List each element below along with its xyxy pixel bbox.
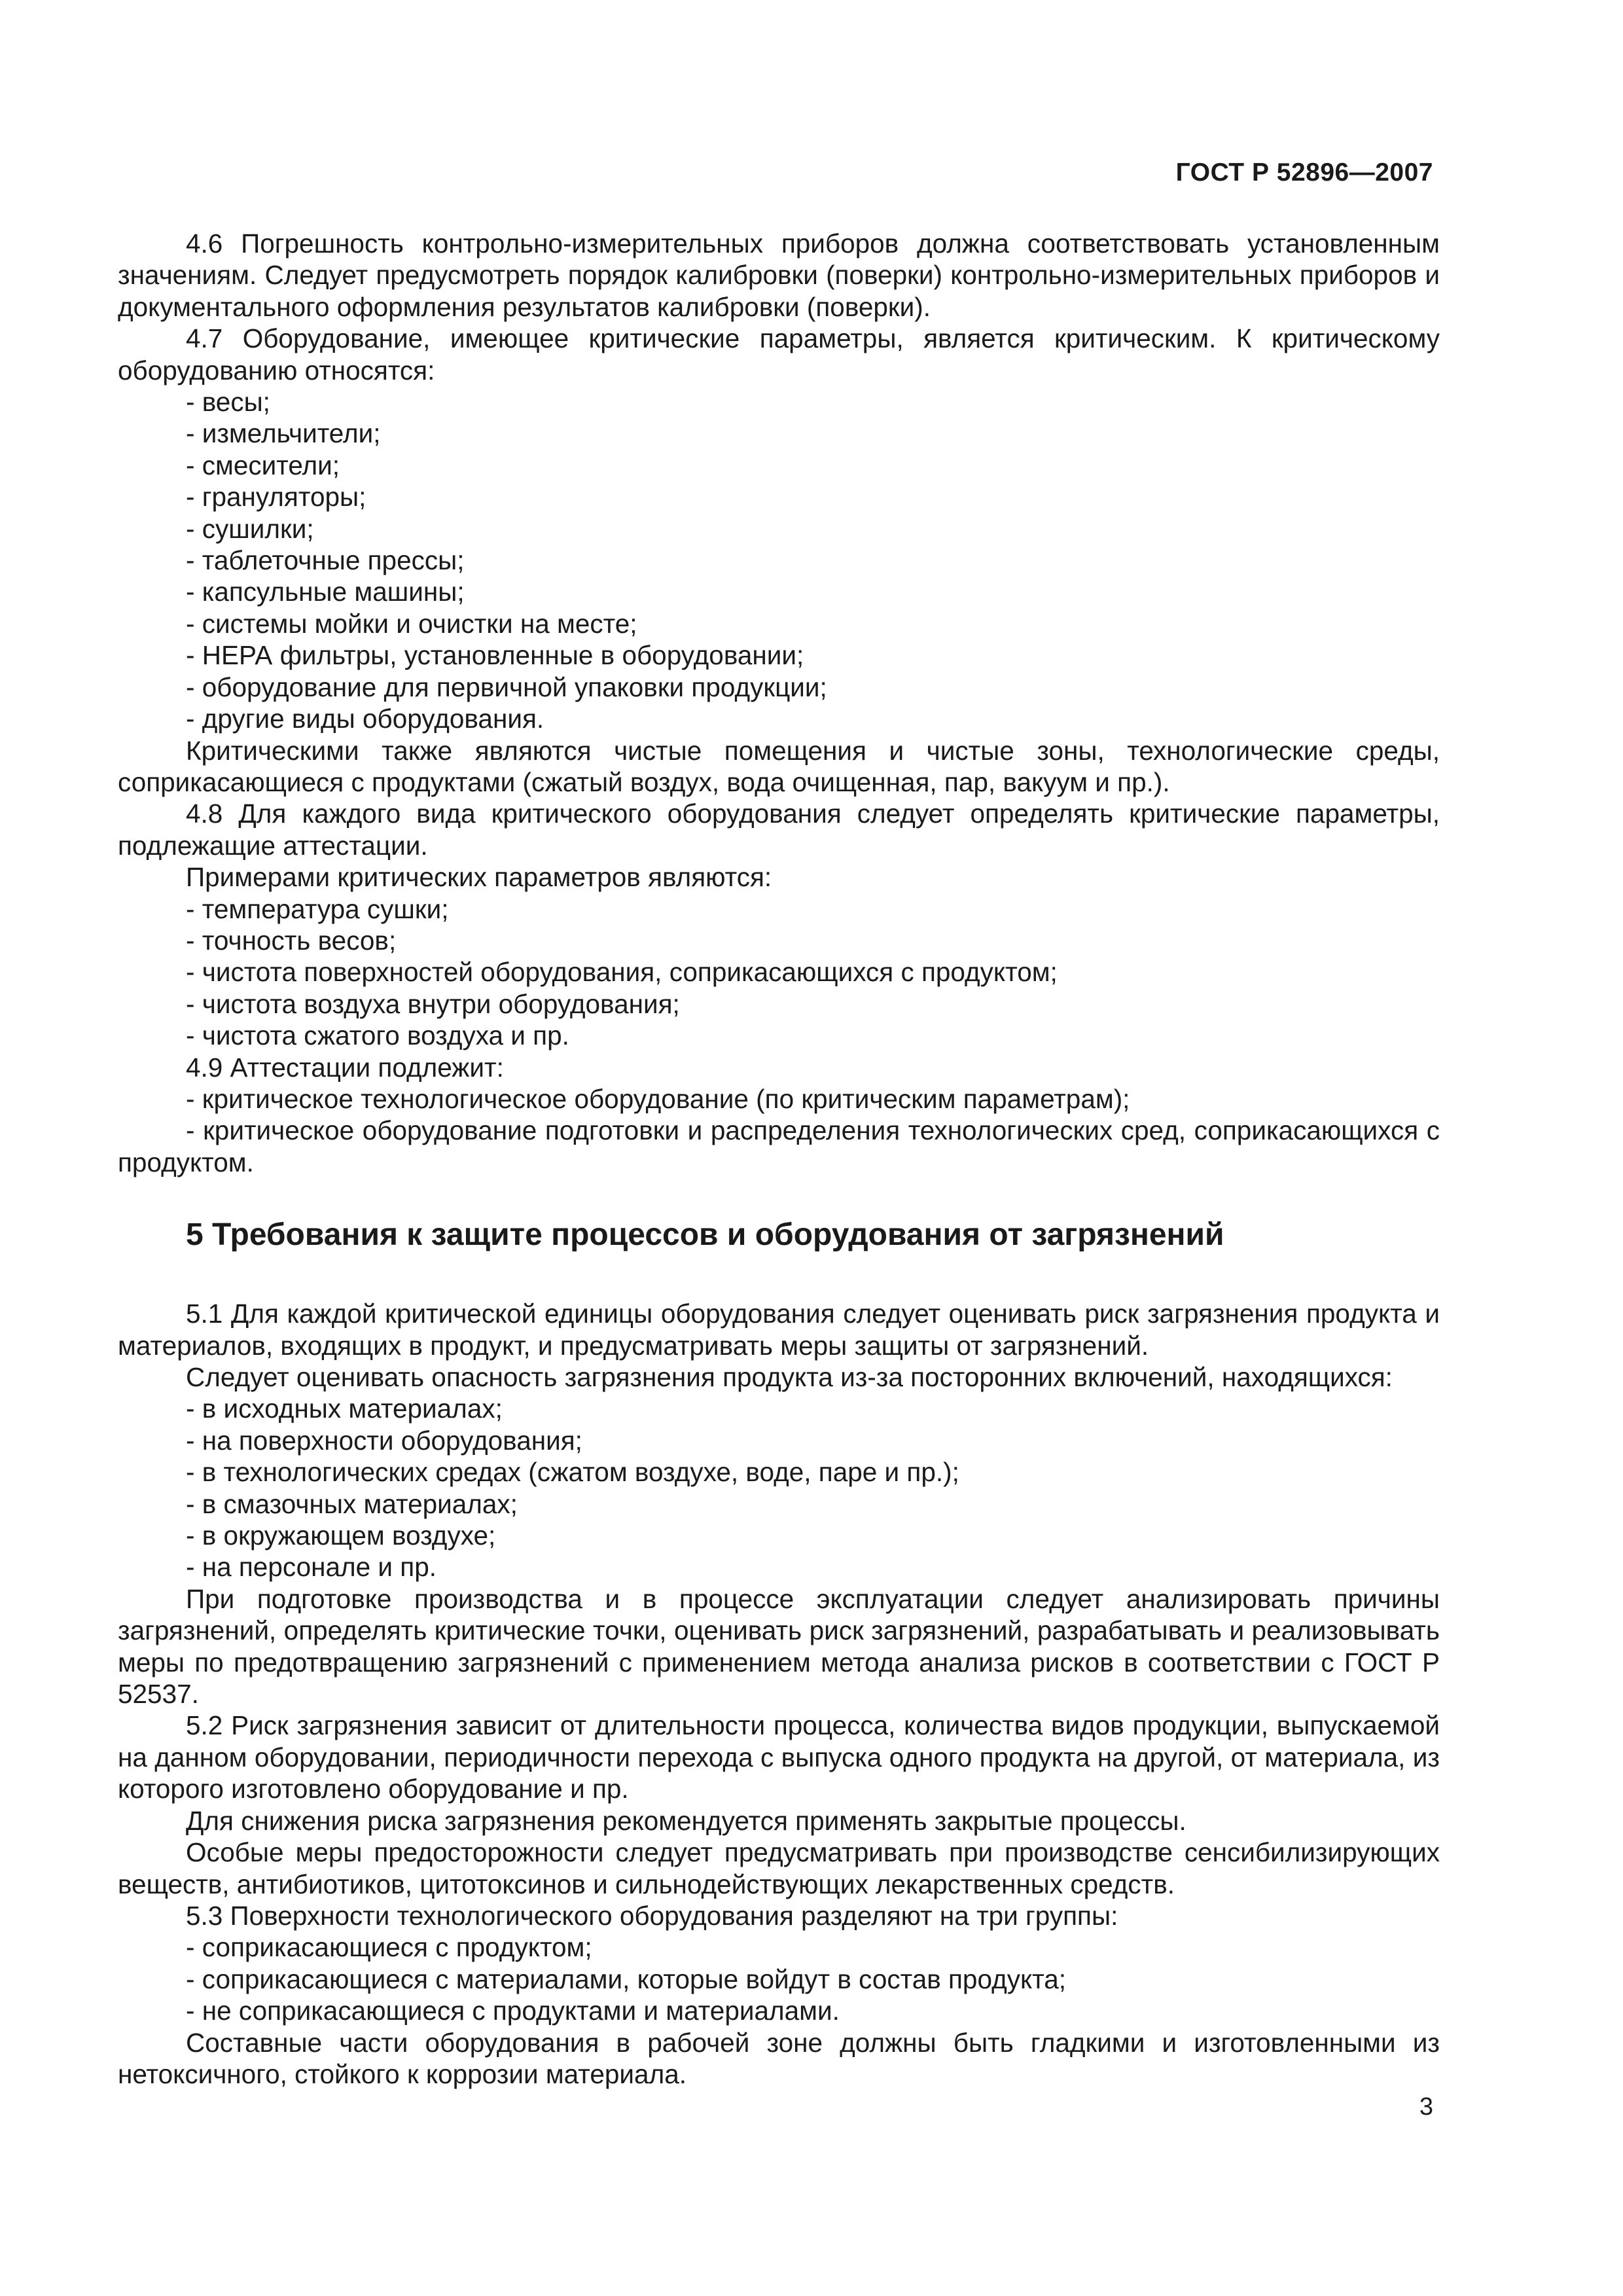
paragraph-4-6: 4.6 Погрешность контрольно-измерительных приборов должна соответствовать установленным значениям. Следует предусмотреть порядок калибровки (поверки) контрольно-измерительных приборов и документального оформления результатов калибровки (поверки). xyxy=(118,228,1440,322)
list-item: - соприкасающиеся с продуктом; xyxy=(186,1932,592,1963)
list-item: - соприкасающиеся с материалами, которые войдут в состав продукта; xyxy=(186,1964,1067,1994)
list-item: - в окружающем воздухе; xyxy=(186,1520,496,1551)
list-item: - критическое технологическое оборудование (по критическим параметрам); xyxy=(186,1083,1130,1114)
list-item: - капсульные машины; xyxy=(186,577,465,607)
list-item: - грануляторы; xyxy=(186,482,366,512)
paragraph-4-9: 4.9 Аттестации подлежит: xyxy=(186,1052,504,1083)
paragraph-components: Составные части оборудования в рабочей зоне должны быть гладкими и изготовленными из нетоксичного, стойкого к коррозии материала. xyxy=(118,2027,1440,2089)
list-item: - в смазочных материалах; xyxy=(186,1488,518,1519)
list-item: - на поверхности оборудования; xyxy=(186,1425,582,1456)
critical-parameters-list xyxy=(118,893,1440,1052)
paragraph-4-8: 4.8 Для каждого вида критического оборудования следует определять критические параметры, подлежащие аттестации. xyxy=(118,798,1440,861)
list-item: - измельчители; xyxy=(186,418,381,449)
list-item: - оборудование для первичной упаковки продукции; xyxy=(186,672,827,702)
contamination-sources-list xyxy=(118,1393,1440,1583)
paragraph-analysis: При подготовке производства и в процессе эксплуатации следует анализировать причины загрязнений, определять критические точки, оценивать риск загрязнений, разрабатывать и реализовывать меры по предотвращению загрязнений с применением метода анализа рисков в соответствии с ГОСТ Р 52537. xyxy=(118,1583,1440,1710)
list-item: - чистота сжатого воздуха и пр. xyxy=(186,1020,569,1051)
list-item: - в исходных материалах; xyxy=(186,1393,503,1424)
list-item-wrapped: - критическое оборудование подготовки и распределения технологических сред, соприкасающихся с продуктом. xyxy=(118,1115,1440,1177)
paragraph-contamination: Следует оценивать опасность загрязнения продукта из-за посторонних включений, находящихся: xyxy=(186,1362,1393,1392)
list-item: - чистота поверхностей оборудования, соприкасающихся с продуктом; xyxy=(186,957,1058,988)
surface-groups-list xyxy=(118,1931,1440,2026)
list-item: - таблеточные прессы; xyxy=(186,545,465,576)
list-item: - на персонале и пр. xyxy=(186,1552,437,1583)
critical-equipment-list xyxy=(118,386,1440,734)
list-item: - не соприкасающиеся с продуктами и материалами. xyxy=(186,1996,840,2026)
paragraph-examples: Примерами критических параметров являются: xyxy=(186,862,772,893)
list-item: - системы мойки и очистки на месте; xyxy=(186,608,637,639)
list-item: - другие виды оборудования. xyxy=(186,704,544,734)
document-body xyxy=(118,228,1440,2090)
paragraph-5-1: 5.1 Для каждой критической единицы оборудования следует оценивать риск загрязнения продукта и материалов, входящих в продукт, и предусматривать меры защиты от загрязнений. xyxy=(118,1299,1440,1361)
list-item: - в технологических средах (сжатом воздухе, воде, паре и пр.); xyxy=(186,1457,959,1488)
list-item: - чистота воздуха внутри оборудования; xyxy=(186,988,680,1019)
page-number: 3 xyxy=(1419,2093,1433,2121)
paragraph-5-2: 5.2 Риск загрязнения зависит от длительности процесса, количества видов продукции, выпускаемой на данном оборудовании, периодичности перехода с выпуска одного продукта на другой, от материала, из которого изготовлено оборудование и пр. xyxy=(118,1710,1440,1804)
list-item: - смесители; xyxy=(186,450,340,480)
list-item: - НЕРА фильтры, установленные в оборудовании; xyxy=(186,640,804,671)
paragraph-closed-processes: Для снижения риска загрязнения рекомендуется применять закрытые процессы. xyxy=(186,1805,1186,1836)
paragraph-precautions: Особые меры предосторожности следует предусматривать при производстве сенсибилизирующих веществ, антибиотиков, цитотоксинов и сильнодействующих лекарственных средств. xyxy=(118,1837,1440,1899)
list-item: - сушилки; xyxy=(186,513,314,544)
list-item: - весы; xyxy=(186,387,270,418)
standard-number: ГОСТ Р 52896—2007 xyxy=(1175,158,1433,187)
list-item: - температура сушки; xyxy=(186,893,449,924)
section-5-heading: 5 Требования к защите процессов и оборудования от загрязнений xyxy=(186,1217,1224,1253)
list-item: - точность весов; xyxy=(186,925,397,956)
paragraph-4-7: 4.7 Оборудование, имеющее критические параметры, является критическим. К критическому оборудованию относятся: xyxy=(118,323,1440,386)
paragraph-critical-rooms: Критическими также являются чистые помещения и чистые зоны, технологические среды, соприкасающиеся с продуктами (сжатый воздух, вода очищенная, пар, вакуум и пр.). xyxy=(118,735,1440,797)
paragraph-5-3: 5.3 Поверхности технологического оборудования разделяют на три группы: xyxy=(186,1900,1118,1931)
